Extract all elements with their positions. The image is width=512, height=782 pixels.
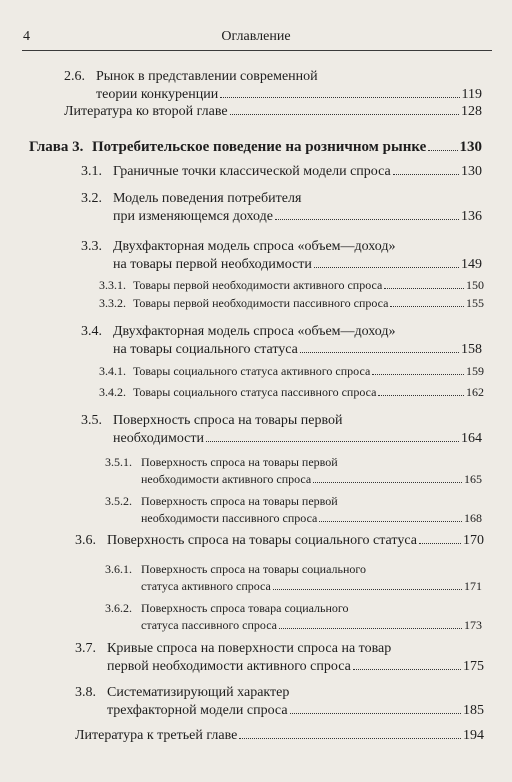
toc-entry-line	[64, 103, 482, 121]
toc-entry-line	[105, 578, 482, 595]
page-ref: 128	[461, 104, 482, 119]
toc-entry	[99, 363, 484, 380]
page-ref: 136	[461, 209, 482, 224]
toc-entry	[81, 190, 482, 226]
toc-entry-line	[75, 640, 484, 658]
toc-entry	[75, 532, 484, 550]
section-title: Поверхность спроса на товары первой	[113, 413, 343, 428]
page-ref: 155	[466, 296, 484, 310]
toc-entry	[105, 493, 482, 527]
section-title: статуса пассивного спроса	[141, 618, 277, 632]
toc-entry	[75, 684, 484, 720]
page-ref: 150	[466, 278, 484, 292]
section-title: на товары социального статуса	[113, 342, 298, 357]
dot-leader	[273, 589, 462, 590]
page-ref: 149	[461, 257, 482, 272]
section-title: Поверхность спроса на товары первой	[141, 494, 338, 508]
toc-entry	[99, 295, 484, 312]
section-number: 3.4.1.	[99, 364, 126, 378]
dot-leader	[393, 174, 459, 175]
section-number: 3.7.	[75, 641, 96, 656]
toc-entry-line	[81, 256, 482, 274]
page-ref: 175	[463, 659, 484, 674]
section-title: Товары социального статуса активного спроса	[133, 364, 371, 378]
dot-leader	[300, 352, 459, 353]
dot-leader	[372, 374, 464, 375]
section-number: 3.5.	[81, 413, 102, 428]
toc-entry	[81, 412, 482, 448]
toc-entry-line	[105, 510, 482, 527]
toc-entry-line	[81, 208, 482, 226]
header-rule	[22, 50, 492, 51]
toc-entry-line	[99, 277, 484, 294]
dot-leader	[230, 114, 459, 115]
section-title: Двухфакторная модель спроса «объем—доход»	[113, 324, 396, 339]
toc-entry-line	[99, 295, 484, 312]
toc-entry	[64, 103, 482, 121]
page-ref: 158	[461, 342, 482, 357]
section-title: трехфакторной модели спроса	[107, 703, 288, 718]
section-title: Двухфакторная модель спроса «объем—доход»	[113, 239, 396, 254]
page-ref: 170	[463, 533, 484, 548]
toc-entry-line	[105, 454, 482, 471]
section-title: Граничные точки классической модели спроса	[113, 164, 391, 179]
section-number: 2.6.	[64, 69, 85, 84]
page-ref: 159	[466, 364, 484, 378]
section-number: 3.8.	[75, 685, 96, 700]
section-title: Систематизирующий характер	[107, 685, 290, 700]
section-number: 3.1.	[81, 164, 102, 179]
toc-entry-line	[105, 600, 482, 617]
toc-entry	[105, 561, 482, 595]
page-ref: 171	[464, 579, 482, 593]
toc-entry-line	[29, 138, 482, 156]
running-header	[0, 29, 512, 49]
dot-leader	[384, 288, 464, 289]
toc-entry-line	[64, 68, 482, 86]
section-title: Модель поведения потребителя	[113, 191, 302, 206]
dot-leader	[313, 482, 462, 483]
toc-entry	[81, 163, 482, 181]
section-title: Поверхность спроса на товары социального статуса	[107, 533, 417, 548]
section-title: Поверхность спроса товара социального	[141, 601, 349, 615]
dot-leader	[319, 521, 462, 522]
page-ref: 173	[464, 618, 482, 632]
page-ref: 194	[463, 728, 484, 743]
dot-leader	[428, 150, 457, 151]
page-ref: 130	[459, 139, 482, 155]
toc-entry-line	[75, 532, 484, 550]
toc-entry-line	[81, 412, 482, 430]
toc-entry-line	[81, 341, 482, 359]
running-title: Оглавление	[221, 29, 291, 44]
page-ref: 168	[464, 511, 482, 525]
section-title: Товары социального статуса пассивного спроса	[133, 385, 377, 399]
section-number: 3.4.	[81, 324, 102, 339]
section-number: 3.3.1.	[99, 278, 126, 292]
dot-leader	[378, 395, 464, 396]
section-title: Поверхность спроса на товары первой	[141, 455, 338, 469]
toc-entry	[105, 454, 482, 488]
section-title: необходимости активного спроса	[141, 472, 312, 486]
toc-entry	[99, 384, 484, 401]
section-title: Литература к третьей главе	[75, 728, 238, 743]
toc-entry	[75, 640, 484, 676]
dot-leader	[275, 219, 459, 220]
toc-entry-line	[105, 493, 482, 510]
dot-leader	[279, 628, 462, 629]
section-number: 3.5.2.	[105, 494, 132, 508]
section-title: теории конкуренции	[96, 87, 219, 102]
toc-entry-line	[75, 702, 484, 720]
dot-leader	[390, 306, 464, 307]
section-title: Товары первой необходимости активного спроса	[133, 278, 383, 292]
section-title: необходимости пассивного спроса	[141, 511, 318, 525]
dot-leader	[220, 97, 459, 98]
section-title: Рынок в представлении современной	[96, 69, 318, 84]
dot-leader	[206, 441, 459, 442]
toc-entry-line	[81, 163, 482, 181]
toc-entry-line	[81, 238, 482, 256]
section-title: Поверхность спроса на товары социального	[141, 562, 367, 576]
page-ref: 162	[466, 385, 484, 399]
section-title: статуса активного спроса	[141, 579, 271, 593]
toc-entry-line	[81, 323, 482, 341]
toc-entry	[99, 277, 484, 294]
section-title: Литература ко второй главе	[64, 104, 228, 119]
page-ref: 130	[461, 164, 482, 179]
toc-entry-line	[105, 617, 482, 634]
dot-leader	[353, 669, 461, 670]
section-title: Товары первой необходимости пассивного спроса	[133, 296, 389, 310]
dot-leader	[290, 713, 461, 714]
toc-entry-line	[75, 684, 484, 702]
section-number: 3.6.2.	[105, 601, 132, 615]
toc-entry-line	[81, 430, 482, 448]
toc-entry-line	[81, 190, 482, 208]
toc-entry-line	[64, 86, 482, 104]
toc-entry-line	[105, 471, 482, 488]
section-number: 3.4.2.	[99, 385, 126, 399]
page-ref: 185	[463, 703, 484, 718]
section-number: 3.6.	[75, 533, 96, 548]
section-title: Кривые спроса на поверхности спроса на товар	[107, 641, 392, 656]
section-number: 3.3.2.	[99, 296, 126, 310]
page-ref: 164	[461, 431, 482, 446]
toc-entry-line	[99, 363, 484, 380]
toc-entry-line	[75, 727, 484, 745]
toc-entry	[75, 727, 484, 745]
section-title: при изменяющемся доходе	[113, 209, 273, 224]
toc-entry	[105, 600, 482, 634]
section-number: Глава 3.	[29, 139, 84, 155]
page-number: 4	[23, 29, 30, 44]
toc-entry-line	[105, 561, 482, 578]
toc-entry	[81, 238, 482, 274]
page-ref: 165	[464, 472, 482, 486]
toc-entry	[64, 68, 482, 104]
toc-entry	[29, 138, 482, 156]
section-number: 3.3.	[81, 239, 102, 254]
dot-leader	[314, 267, 459, 268]
section-title: Потребительское поведение на розничном рынке	[92, 139, 427, 155]
section-title: первой необходимости активного спроса	[107, 659, 351, 674]
toc-entry	[81, 323, 482, 359]
toc-entry-line	[75, 658, 484, 676]
dot-leader	[239, 738, 461, 739]
page-ref: 119	[461, 87, 482, 102]
section-number: 3.5.1.	[105, 455, 132, 469]
section-number: 3.6.1.	[105, 562, 132, 576]
toc-entry-line	[99, 384, 484, 401]
section-title: на товары первой необходимости	[113, 257, 312, 272]
section-title: необходимости	[113, 431, 205, 446]
section-number: 3.2.	[81, 191, 102, 206]
dot-leader	[419, 543, 461, 544]
